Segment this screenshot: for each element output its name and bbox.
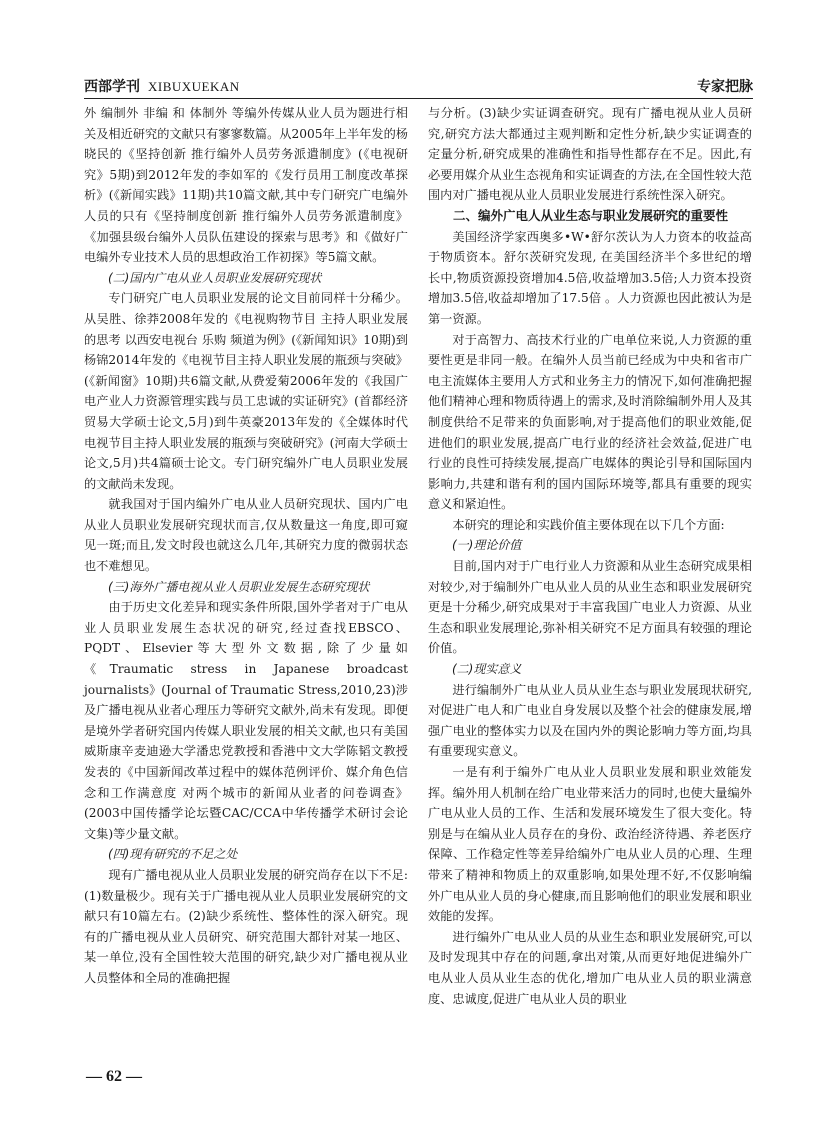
right-column bbox=[428, 103, 752, 1009]
page-number: — 62 — bbox=[86, 1068, 142, 1085]
section-name: 专家把脉 bbox=[697, 79, 753, 95]
paragraph: 由于历史文化差异和现实条件所限,国外学者对于广电从业人员职业发展生态状况的研究,经过查找EBSCO、PQDT、Elsevier等大型外文数据,除了少量如《Traumatic stress in Japanese broadcast journalists》(Journal of Traumatic Stress,2010,23)涉及广播电视从业者心理压力等研究文献外,尚未有发现。即便是境外学者研究国内传媒人职业发展的相关文献,也只有美国威斯康辛麦迪逊大学潘忠党教授和香港中文大学陈韬文教授发表的《中国新闻改革过程中的媒体范例评价、媒介角色信念和工作满意度 对两个城市的新闻从业者的问卷调查》(2003中国传播学论坛暨CAC/CCA中华传播学术研讨会论文集)等少量文献。 bbox=[84, 600, 408, 841]
paragraph: 本研究的理论和实践价值主要体现在以下几个方面: bbox=[452, 517, 725, 532]
paragraph: 外 编制外 非编 和 体制外 等编外传媒从业人员为题进行相关及相近研究的文献只有寥寥数篇。从2005年上半年发的杨晓民的《坚持创新 推行编外人员劳务派遣制度》(《电视研究》5期)到2012年发的李如军的《发行员用工制度改革探析》(《新闻实践》11期)共10篇文献,其中专门研究广电编外人员的只有《坚持制度创新 推行编外人员劳务派遣制度》《加强县级台编外人员队伍建设的探索与思考》和《做好广电编外专业技术人员的思想政治工作初探》等5篇文献。 bbox=[84, 106, 408, 265]
paragraph: 目前,国内对于广电行业人力资源和从业生态研究成果相对较少,对于编制外广电从业人员的从业生态和职业发展研究更是十分稀少,研究成果对于丰富我国广电业人力资源、从业生态和职业发展理论,弥补相关研究不足方面具有较强的理论价值。 bbox=[428, 559, 752, 656]
paragraph: 专门研究广电人员职业发展的论文目前同样十分稀少。从吴胜、徐莽2008年发的《电视购物节目 主持人职业发展的思考 以西安电视台 乐购 频道为例》(《新闻知识》10期)到杨锦2014年发的《电视节目主持人职业发展的瓶颈与突破》(《新闻窗》10期)共6篇文献,从费爱菊2006年发的《我国广电产业人力资源管理实践与员工忠诚的实证研究》(首都经济贸易大学硕士论文,5月)到牛英豪2013年发的《全媒体时代电视节目主持人职业发展的瓶颈与突破研究》(河南大学硕士论文,5月)共4篇硕士论文。专门研究编外广电人员职业发展的文献尚未发现。 bbox=[84, 291, 408, 491]
subsection-heading: (二)国内广电从业人员职业发展研究现状 bbox=[108, 270, 322, 285]
paragraph: 进行编外广电从业人员的从业生态和职业发展研究,可以及时发现其中存在的问题,拿出对策,从而更好地促进编外广电从业人员从业生态的优化,增加广电从业人员的职业满意度、忠诚度,促进广电从业人员的职业 bbox=[428, 929, 752, 1006]
paragraph: 一是有利于编外广电从业人员职业发展和职业效能发挥。编外用人机制在给广电业带来活力的同时,也使大量编外广电从业人员的工作、生活和发展环境发生了很大变化。特别是与在编从业人员存在的身份、政治经济待遇、养老医疗保障、工作稳定性等差异给编外广电从业人员的心理、生理带来了精神和物质上的双重影响,如果处理不好,不仅影响编外广电从业人员的身心健康,而且影响他们的职业发展和职业效能的发挥。 bbox=[428, 765, 752, 924]
journal-title bbox=[84, 76, 240, 96]
journal-name-en: XIBUXUEKAN bbox=[148, 79, 240, 94]
running-header bbox=[84, 76, 753, 99]
paragraph: 现有广播电视从业人员职业发展的研究尚存在以下不足:(1)数量极少。现有关于广播电视从业人员职业发展研究的文献只有10篇左右。(2)缺少系统性、整体性的深入研究。现有的广播电视从业人员研究、研究范围大都针对某一地区、某一单位,没有全国性较大范围的研究,缺少对广播电视从业人员整体和全局的准确把握 bbox=[84, 867, 408, 985]
paragraph: 对于高智力、高技术行业的广电单位来说,人力资源的重要性更是非同一般。在编外人员当前已经成为中央和省市广电主流媒体主要用人方式和业务主力的情况下,如何准确把握他们精神心理和物质待遇上的需求,及时消除编制外用人及其制度供给不足带来的负面影响,对于提高他们的职业效能,促进他们的职业发展,提高广电行业的经济社会效益,促进广电行业的良性可持续发展,提高广电媒体的舆论引导和国际国内影响力,共建和谐有利的国内国际环境等,都具有重要的现实意义和紧迫性。 bbox=[428, 332, 752, 512]
journal-name-cn: 西部学刊 bbox=[84, 79, 140, 95]
left-column bbox=[84, 103, 408, 989]
paragraph: 美国经济学家西奥多•W•舒尔茨认为人力资本的收益高于物质资本。舒尔茨研究发现, 在美国经济半个多世纪的增长中,物质资源投资增加4.5倍,收益增加3.5倍;人力资本投资增加3.5倍,收益却增加了17.5倍 。人力资源也因此被认为是第一资源。 bbox=[428, 229, 752, 326]
subsection-heading: (二)现实意义 bbox=[452, 662, 522, 677]
subsection-heading: (四)现有研究的不足之处 bbox=[108, 847, 238, 862]
paragraph: 就我国对于国内编外广电从业人员研究现状、国内广电从业人员职业发展研究现状而言,仅从数量这一角度,即可窥见一斑;而且,发文时段也就这么几年,其研究力度的微弱状态也不难想见。 bbox=[84, 497, 408, 574]
section-heading: 二、编外广电人从业生态与职业发展研究的重要性 bbox=[453, 207, 729, 223]
paragraph: 进行编制外广电从业人员从业生态与职业发展现状研究,对促进广电人和广电业自身发展以及整个社会的健康发展,增强广电业的整体实力以及在国内外的舆论影响力等方面,均具有重要现实意义。 bbox=[428, 682, 752, 759]
paragraph: 与分析。(3)缺少实证调查研究。现有广播电视从业人员研究,研究方法大都通过主观判断和定性分析,缺少实证调查的定量分析,研究成果的准确性和指导性都存在不足。因此,有必要用媒介从业生态视角和实证调查的方法,在全国性较大范围内对广播电视从业人员职业发展进行系统性深入研究。 bbox=[428, 106, 752, 203]
subsection-heading: (一)理论价值 bbox=[452, 538, 522, 553]
subsection-heading: (三)海外广播电视从业人员职业发展生态研究现状 bbox=[108, 579, 370, 594]
